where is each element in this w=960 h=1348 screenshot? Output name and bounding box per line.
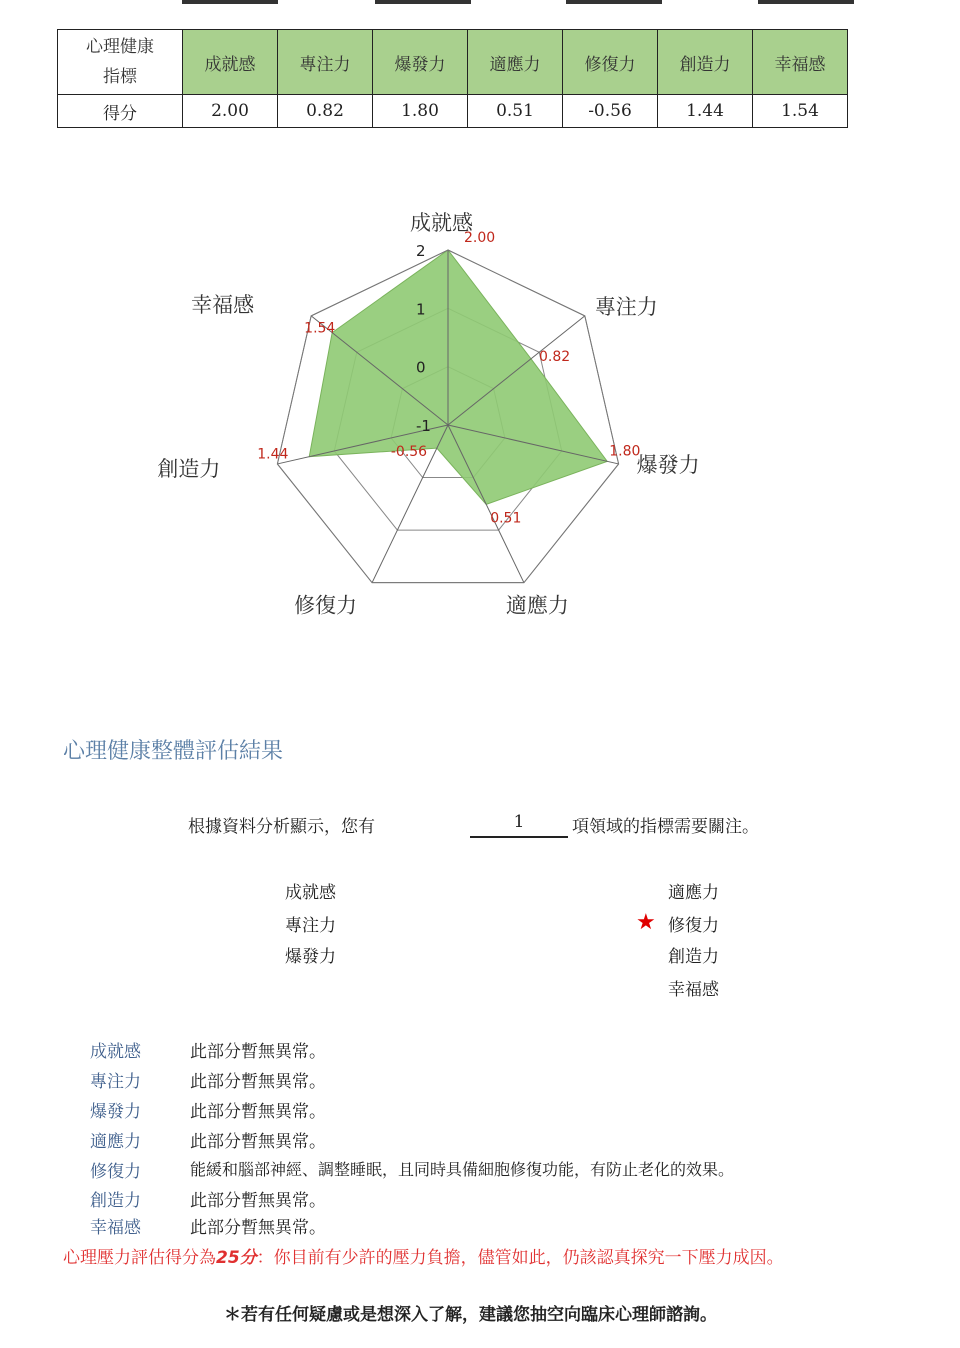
summary-text-after: 項領域的指標需要關注。 (572, 817, 759, 837)
summary-text-before: 根據資料分析顯示，您有 (188, 817, 375, 837)
col-header: 爆發力 (373, 30, 468, 95)
detail-text: 此部分暫無異常。 (190, 1132, 326, 1152)
score-cell: -0.56 (563, 95, 658, 128)
radar-tick-label: 0 (416, 358, 426, 377)
score-cell: 1.54 (753, 95, 848, 128)
detail-label: 修復力 (90, 1162, 141, 1182)
domain-list-item: 創造力 (668, 947, 719, 967)
row-header-label: 心理健康 指標 (58, 30, 183, 95)
score-cell: 1.80 (373, 95, 468, 128)
detail-text: 此部分暫無異常。 (190, 1218, 326, 1238)
detail-text: 此部分暫無異常。 (190, 1072, 326, 1092)
stress-assessment (63, 1243, 784, 1268)
score-table-value-row (58, 95, 848, 128)
col-header: 成就感 (183, 30, 278, 95)
stress-text-after: ：你目前有少許的壓力負擔，儘管如此，仍該認真探究一下壓力成因。 (256, 1248, 784, 1268)
detail-label: 成就感 (90, 1042, 141, 1062)
domain-list-item: 適應力 (668, 883, 719, 903)
detail-label: 爆發力 (90, 1102, 141, 1122)
radar-data-area (309, 250, 607, 504)
radar-category-label: 幸福感 (191, 292, 255, 317)
radar-category-label: 修復力 (294, 593, 358, 618)
domain-list-item: 幸福感 (668, 980, 719, 1000)
detail-text: 此部分暫無異常。 (190, 1102, 326, 1122)
stress-text-before: 心理壓力評估得分為 (63, 1248, 216, 1268)
radar-value-label: 0.51 (490, 510, 522, 527)
col-header: 修復力 (563, 30, 658, 95)
radar-value-label: 1.80 (609, 443, 641, 460)
radar-value-label: -0.56 (390, 444, 428, 461)
domain-list-item-flagged: 修復力 (668, 916, 719, 936)
score-table (57, 29, 848, 128)
section-title: 心理健康整體評估結果 (63, 739, 284, 764)
radar-value-label: 1.54 (304, 320, 336, 337)
detail-text: 能緩和腦部神經、調整睡眠，且同時具備細胞修復功能，有防止老化的效果。 (190, 1160, 735, 1179)
radar-category-label: 成就感 (410, 211, 473, 235)
radar-value-label: 1.44 (257, 446, 289, 463)
score-cell: 2.00 (183, 95, 278, 128)
detail-label: 創造力 (90, 1191, 141, 1211)
detail-label: 適應力 (90, 1132, 141, 1152)
col-header: 適應力 (468, 30, 563, 95)
score-cell: 0.51 (468, 95, 563, 128)
stress-score: 25分 (216, 1248, 257, 1268)
radar-chart (0, 180, 960, 620)
detail-label: 專注力 (90, 1072, 141, 1092)
radar-tick-label: 2 (416, 242, 426, 260)
score-cell: 1.44 (658, 95, 753, 128)
col-header: 專注力 (278, 30, 373, 95)
radar-tick-label: -1 (416, 417, 431, 435)
footer-note: ＊若有任何疑慮或是想深入了解，建議您抽空向臨床心理師諮詢。 (224, 1305, 717, 1325)
score-cell: 0.82 (278, 95, 373, 128)
detail-label: 幸福感 (90, 1218, 141, 1238)
attention-count: 1 (470, 812, 568, 838)
domain-list-item: 成就感 (285, 883, 336, 903)
score-table-header-row (58, 30, 848, 95)
star-icon: ★ (636, 910, 656, 935)
col-header: 幸福感 (753, 30, 848, 95)
radar-category-label: 適應力 (505, 593, 569, 618)
radar-category-label: 創造力 (157, 456, 221, 481)
domain-list-item: 專注力 (285, 916, 336, 936)
col-header: 創造力 (658, 30, 753, 95)
detail-text: 此部分暫無異常。 (190, 1191, 326, 1211)
score-label: 得分 (58, 95, 183, 128)
radar-category-label: 爆發力 (636, 452, 700, 477)
radar-value-label: 2.00 (464, 230, 496, 246)
detail-text: 此部分暫無異常。 (190, 1042, 326, 1062)
domain-list-item: 爆發力 (285, 947, 336, 967)
radar-category-label: 專注力 (594, 294, 658, 319)
top-edge-bars (0, 0, 960, 6)
radar-tick-label: 1 (416, 300, 426, 319)
radar-value-label: 0.82 (539, 348, 571, 365)
